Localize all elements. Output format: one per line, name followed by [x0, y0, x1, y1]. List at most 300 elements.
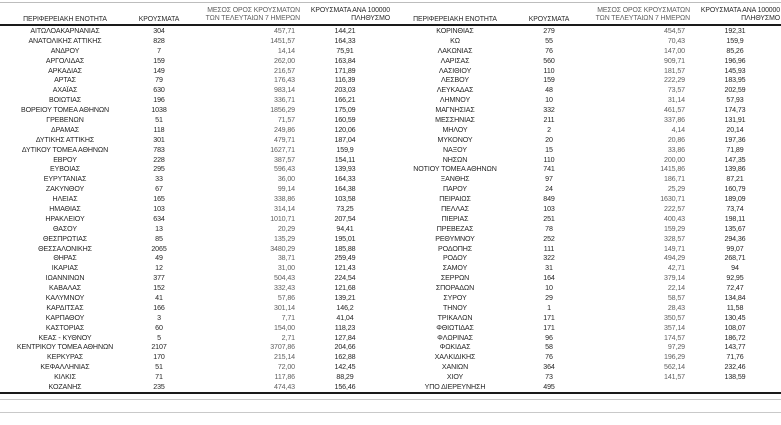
- per100k-value: 143,77: [724, 343, 746, 352]
- region-name: ΛΑΣΙΘΙΟΥ: [438, 66, 472, 75]
- table-row: [0, 323, 390, 333]
- per100k-value: 185,88: [334, 244, 356, 253]
- region-name: ΝΗΣΩΝ: [442, 155, 468, 164]
- avg7-value: 154,00: [274, 323, 295, 332]
- table-row: [0, 333, 390, 343]
- per100k-value: 85,26: [726, 46, 744, 55]
- avg7-value: 1627,71: [270, 145, 295, 154]
- avg7-value: 33,86: [667, 145, 685, 154]
- col-header-region: ΠΕΡΙΦΕΡΕΙΑΚΗ ΕΝΟΤΗΤΑ: [413, 16, 497, 23]
- table-header-left: [0, 3, 390, 26]
- avg7-value: 3480,29: [270, 244, 295, 253]
- avg7-value: 457,71: [274, 26, 295, 35]
- per100k-value: 147,35: [724, 155, 746, 164]
- cases-value: 2107: [151, 343, 167, 352]
- table-row: [0, 194, 390, 204]
- per100k-value: 92,95: [726, 274, 744, 283]
- table-row: [0, 362, 390, 372]
- region-name: ΠΑΡΟΥ: [442, 185, 467, 194]
- per100k-value: 139,21: [334, 293, 356, 302]
- avg7-value: 196,29: [664, 353, 685, 362]
- cases-value: 322: [543, 254, 555, 263]
- avg7-value: 141,57: [664, 373, 685, 382]
- cases-value: 33: [155, 175, 163, 184]
- cases-value: 103: [153, 204, 165, 213]
- cases-value: 85: [155, 234, 163, 243]
- table-row: [0, 184, 390, 194]
- per100k-value: 156,46: [334, 383, 356, 391]
- avg7-value: 504,43: [274, 274, 295, 283]
- region-name: ΣΠΟΡΑΔΩΝ: [435, 284, 475, 293]
- region-name: ΠΡΕΒΕΖΑΣ: [436, 224, 474, 233]
- avg7-value: 328,57: [664, 234, 685, 243]
- col-header-avg7-line2: ΤΩΝ ΤΕΛΕΥΤΑΙΩΝ 7 ΗΜΕΡΩΝ: [205, 14, 300, 22]
- bottom-rule-2: [0, 412, 781, 413]
- cases-value: 152: [153, 284, 165, 293]
- cases-value: 364: [543, 363, 555, 372]
- per100k-value: 130,45: [724, 313, 746, 322]
- avg7-value: 174,57: [664, 333, 685, 342]
- table-row: [390, 184, 781, 194]
- per100k-value: 195,01: [334, 234, 356, 243]
- table-row: [0, 46, 390, 56]
- cases-value: 111: [543, 244, 555, 253]
- cases-value: 196: [153, 96, 165, 105]
- cases-value: 630: [153, 86, 165, 95]
- table-row: [390, 234, 781, 244]
- per100k-value: 175,09: [334, 106, 356, 115]
- table-row: [390, 333, 781, 343]
- cases-value: 10: [545, 96, 553, 105]
- region-name: ΗΛΕΙΑΣ: [52, 195, 78, 204]
- region-name: ΠΙΕΡΙΑΣ: [441, 214, 469, 223]
- col-header-per100k-line1: ΚΡΟΥΣΜΑΤΑ ΑΝΑ 100000: [310, 6, 390, 14]
- per100k-value: 174,73: [724, 106, 746, 115]
- per100k-value: 87,21: [726, 175, 744, 184]
- avg7-value: 58,57: [667, 293, 685, 302]
- per100k-value: 99,07: [726, 244, 744, 253]
- table-row: [0, 214, 390, 224]
- region-name: ΒΟΙΩΤΙΑΣ: [49, 96, 81, 105]
- table-row: [390, 75, 781, 85]
- cases-value: 295: [153, 165, 165, 174]
- table-body-right: [390, 26, 781, 394]
- region-name: ΑΡΓΟΛΙΔΑΣ: [45, 56, 85, 65]
- avg7-value: 22,14: [667, 284, 685, 293]
- col-header-per100k: [300, 3, 390, 24]
- avg7-value: 73,57: [667, 86, 685, 95]
- region-name: ΕΒΡΟΥ: [53, 155, 77, 164]
- table-row: [390, 224, 781, 234]
- avg7-value: 20,86: [667, 135, 685, 144]
- table-row: [390, 66, 781, 76]
- table-row: [0, 85, 390, 95]
- table-row: [0, 95, 390, 105]
- per100k-value: 154,11: [334, 155, 356, 164]
- cases-value: 24: [545, 185, 553, 194]
- per100k-value: 207,54: [334, 214, 356, 223]
- per100k-value: 20,14: [726, 125, 744, 134]
- cases-value: 211: [543, 115, 555, 124]
- per100k-value: 94: [731, 264, 739, 273]
- avg7-value: 70,43: [667, 36, 685, 45]
- region-name: ΚΙΛΚΙΣ: [54, 373, 76, 382]
- avg7-value: 249,86: [274, 125, 295, 134]
- region-name: ΜΑΓΝΗΣΙΑΣ: [435, 106, 475, 115]
- avg7-value: 4,14: [671, 125, 685, 134]
- cases-value: 10: [545, 284, 553, 293]
- cases-value: 332: [543, 106, 555, 115]
- region-name: ΜΥΚΟΝΟΥ: [437, 135, 473, 144]
- cases-value: 560: [543, 56, 555, 65]
- per100k-value: 103,58: [334, 195, 356, 204]
- per100k-value: 139,86: [724, 165, 746, 174]
- cases-value: 828: [153, 36, 165, 45]
- table-row: [390, 164, 781, 174]
- per100k-value: 71,89: [726, 145, 744, 154]
- col-header-per100k-line1: ΚΡΟΥΣΜΑΤΑ ΑΝΑ 100000: [700, 6, 780, 14]
- table-row: [390, 155, 781, 165]
- per100k-value: 134,84: [724, 293, 746, 302]
- cases-value: 634: [153, 214, 165, 223]
- region-name: ΠΕΙΡΑΙΩΣ: [439, 195, 471, 204]
- per100k-value: 160,79: [724, 185, 746, 194]
- region-name: ΚΕΡΚΥΡΑΣ: [46, 353, 84, 362]
- per100k-value: 121,68: [334, 284, 356, 293]
- region-name: ΣΕΡΡΩΝ: [440, 274, 470, 283]
- table-row: [0, 36, 390, 46]
- region-name: ΑΡΤΑΣ: [54, 76, 76, 85]
- table-header-right: [390, 3, 781, 26]
- cases-value: 5: [157, 333, 161, 342]
- region-name: ΓΡΕΒΕΝΩΝ: [46, 115, 84, 124]
- region-name: ΧΑΛΚΙΔΙΚΗΣ: [434, 353, 476, 362]
- table-row: [0, 135, 390, 145]
- cases-value: 164: [543, 274, 555, 283]
- per100k-value: 204,66: [334, 343, 356, 352]
- avg7-value: 314,14: [274, 204, 295, 213]
- cases-value: 2065: [151, 244, 167, 253]
- region-name: ΚΕΝΤΡΙΚΟΥ ΤΟΜΕΑ ΑΘΗΝΩΝ: [16, 343, 114, 352]
- cases-value: 110: [543, 155, 555, 164]
- cases-value: 67: [155, 185, 163, 194]
- table-row: [0, 155, 390, 165]
- per100k-value: 73,25: [336, 204, 354, 213]
- cases-value: 96: [545, 333, 553, 342]
- region-name: ΚΑΛΥΜΝΟΥ: [45, 293, 85, 302]
- cases-value: 76: [545, 46, 553, 55]
- table-row: [390, 293, 781, 303]
- cases-value: 60: [155, 323, 163, 332]
- per100k-value: 108,07: [724, 323, 746, 332]
- region-name: ΤΡΙΚΑΛΩΝ: [437, 313, 473, 322]
- col-header-avg7: [188, 3, 300, 24]
- avg7-value: 147,00: [664, 46, 685, 55]
- per100k-value: 116,39: [334, 76, 356, 85]
- cases-value: 304: [153, 26, 165, 35]
- cases-value: 170: [153, 353, 165, 362]
- region-name: ΥΠΟ ΔΙΕΡΕΥΝΗΣΗ: [424, 383, 486, 391]
- cases-value: 78: [545, 224, 553, 233]
- region-name: ΚΟΡΙΝΘΙΑΣ: [436, 26, 474, 35]
- table-row: [390, 352, 781, 362]
- per100k-value: 203,03: [334, 86, 356, 95]
- table-row: [0, 125, 390, 135]
- table-row: [0, 115, 390, 125]
- avg7-value: 186,71: [664, 175, 685, 184]
- avg7-value: 454,57: [664, 26, 685, 35]
- per100k-value: 198,11: [724, 214, 746, 223]
- table-row: [0, 293, 390, 303]
- cases-value: 110: [543, 66, 555, 75]
- cases-value: 49: [155, 254, 163, 263]
- col-header-avg7-line1: ΜΕΣΟΣ ΟΡΟΣ ΚΡΟΥΣΜΑΤΩΝ: [597, 6, 690, 14]
- region-name: ΣΑΜΟΥ: [442, 264, 468, 273]
- avg7-value: 262,00: [274, 56, 295, 65]
- table-row: [390, 115, 781, 125]
- per100k-value: 94,41: [336, 224, 354, 233]
- region-name: ΦΘΙΩΤΙΔΑΣ: [436, 323, 474, 332]
- region-name: ΛΕΥΚΑΔΑΣ: [436, 86, 474, 95]
- region-name: ΛΗΜΝΟΥ: [439, 96, 471, 105]
- table-row: [390, 135, 781, 145]
- per100k-value: 139,93: [334, 165, 356, 174]
- per100k-value: 118,23: [334, 323, 356, 332]
- per100k-value: 72,47: [726, 284, 744, 293]
- cases-value: 20: [545, 135, 553, 144]
- avg7-value: 909,71: [664, 56, 685, 65]
- col-header-avg7-line1: ΜΕΣΟΣ ΟΡΟΣ ΚΡΟΥΣΜΑΤΩΝ: [207, 6, 300, 14]
- region-name: ΛΑΚΩΝΙΑΣ: [437, 46, 473, 55]
- region-name: ΘΕΣΣΑΛΟΝΙΚΗΣ: [38, 244, 92, 253]
- avg7-value: 474,43: [274, 383, 295, 391]
- region-name: ΖΑΚΥΝΘΟΥ: [45, 185, 85, 194]
- cases-value: 73: [545, 373, 553, 382]
- region-name: ΚΑΡΠΑΘΟΥ: [45, 313, 85, 322]
- avg7-value: 983,14: [274, 86, 295, 95]
- col-header-per100k: [690, 3, 780, 24]
- table-row: [390, 194, 781, 204]
- per100k-value: 71,76: [726, 353, 744, 362]
- per100k-value: 183,95: [724, 76, 746, 85]
- cases-value: 279: [543, 26, 555, 35]
- per100k-value: 164,33: [334, 36, 356, 45]
- cases-value: 76: [545, 353, 553, 362]
- per100k-value: 142,45: [334, 363, 356, 372]
- per100k-value: 159,9: [726, 36, 744, 45]
- avg7-value: 1856,29: [270, 106, 295, 115]
- table-row: [390, 204, 781, 214]
- table-row: [390, 362, 781, 372]
- avg7-value: 400,43: [664, 214, 685, 223]
- cases-value: 228: [153, 155, 165, 164]
- per100k-value: 189,09: [724, 195, 746, 204]
- per100k-value: 186,72: [724, 333, 746, 342]
- per100k-value: 57,93: [726, 96, 744, 105]
- avg7-value: 97,29: [667, 343, 685, 352]
- avg7-value: 479,71: [274, 135, 295, 144]
- table-row: [390, 283, 781, 293]
- cases-value: 118: [153, 125, 165, 134]
- table-row: [0, 283, 390, 293]
- table-row: [390, 244, 781, 254]
- col-header-cases: ΚΡΟΥΣΜΑΤΑ: [528, 16, 570, 23]
- per100k-value: 294,36: [724, 234, 746, 243]
- table-row: [0, 234, 390, 244]
- per100k-value: 164,38: [334, 185, 356, 194]
- per100k-value: 146,2: [336, 303, 354, 312]
- avg7-value: 14,14: [277, 46, 295, 55]
- cases-value: 48: [545, 86, 553, 95]
- per100k-value: 135,67: [724, 224, 746, 233]
- per100k-value: 259,49: [334, 254, 356, 263]
- top-rule: [0, 2, 781, 3]
- region-name: ΚΕΑΣ - ΚΥΘΝΟΥ: [38, 333, 92, 342]
- per100k-value: 196,96: [724, 56, 746, 65]
- cases-value: 51: [155, 363, 163, 372]
- per100k-value: 144,21: [334, 26, 356, 35]
- table-row: [0, 204, 390, 214]
- table-row: [0, 244, 390, 254]
- table-row: [390, 273, 781, 283]
- region-name: ΜΗΛΟΥ: [442, 125, 468, 134]
- avg7-value: 1010,71: [270, 214, 295, 223]
- per100k-value: 187,04: [334, 135, 356, 144]
- avg7-value: 176,43: [274, 76, 295, 85]
- per100k-value: 192,31: [724, 26, 746, 35]
- cases-value: 12: [155, 264, 163, 273]
- avg7-value: 1415,86: [660, 165, 685, 174]
- region-name: ΒΟΡΕΙΟΥ ΤΟΜΕΑ ΑΘΗΝΩΝ: [20, 106, 110, 115]
- avg7-value: 379,14: [664, 274, 685, 283]
- cases-value: 171: [543, 313, 555, 322]
- cases-value: 7: [157, 46, 161, 55]
- table-row: [0, 75, 390, 85]
- avg7-value: 117,86: [274, 373, 295, 382]
- avg7-value: 25,29: [667, 185, 685, 194]
- avg7-value: 337,86: [664, 115, 685, 124]
- avg7-value: 31,00: [277, 264, 295, 273]
- cases-value: 171: [543, 323, 555, 332]
- avg7-value: 387,57: [274, 155, 295, 164]
- cases-value: 252: [543, 234, 555, 243]
- region-name: ΛΑΡΙΣΑΣ: [440, 56, 470, 65]
- col-header-avg7: [578, 3, 690, 24]
- avg7-value: 159,29: [664, 224, 685, 233]
- cases-value: 1038: [151, 106, 167, 115]
- cases-value: 1: [547, 303, 551, 312]
- avg7-value: 3707,86: [270, 343, 295, 352]
- table-row: [0, 174, 390, 184]
- region-name: ΡΕΘΥΜΝΟΥ: [435, 234, 475, 243]
- avg7-value: 7,71: [281, 313, 295, 322]
- per100k-value: 131,91: [724, 115, 746, 124]
- region-name: ΙΚΑΡΙΑΣ: [51, 264, 79, 273]
- avg7-value: 200,00: [664, 155, 685, 164]
- per100k-value: 268,71: [724, 254, 746, 263]
- per100k-value: 11,58: [726, 303, 744, 312]
- region-name: ΕΥΡΥΤΑΝΙΑΣ: [43, 175, 87, 184]
- region-name: ΘΑΣΟΥ: [53, 224, 77, 233]
- table-row: [0, 105, 390, 115]
- cases-value: 71: [155, 373, 163, 382]
- cases-value: 377: [153, 274, 165, 283]
- region-name: ΡΟΔΟΥ: [442, 254, 468, 263]
- region-name: ΚΟΖΑΝΗΣ: [48, 383, 82, 391]
- cases-value: 51: [155, 115, 163, 124]
- table-row: [390, 214, 781, 224]
- per100k-value: 232,46: [724, 363, 746, 372]
- region-name: ΜΕΣΣΗΝΙΑΣ: [435, 115, 475, 124]
- region-name: ΑΙΤΩΛΟΑΚΑΡΝΑΝΙΑΣ: [30, 26, 100, 35]
- avg7-value: 301,14: [274, 303, 295, 312]
- table-row: [390, 145, 781, 155]
- per100k-value: 88,29: [336, 373, 354, 382]
- table-row: [390, 26, 781, 36]
- cases-value: 166: [153, 303, 165, 312]
- per100k-value: 75,91: [336, 46, 354, 55]
- table-row: [390, 46, 781, 56]
- region-name: ΤΗΝΟΥ: [443, 303, 467, 312]
- avg7-value: 216,57: [274, 66, 295, 75]
- cases-value: 97: [545, 175, 553, 184]
- bottom-rule-1: [0, 399, 781, 400]
- region-name: ΡΟΔΟΠΗΣ: [438, 244, 472, 253]
- region-name: ΣΥΡΟΥ: [443, 293, 467, 302]
- region-name: ΧΑΝΙΩΝ: [441, 363, 469, 372]
- region-name: ΚΑΡΔΙΤΣΑΣ: [46, 303, 84, 312]
- per100k-value: 159,9: [336, 145, 354, 154]
- table-row: [0, 164, 390, 174]
- avg7-value: 2,71: [281, 333, 295, 342]
- table-row: [0, 26, 390, 36]
- per100k-value: 127,84: [334, 333, 356, 342]
- avg7-value: 20,29: [277, 224, 295, 233]
- region-name: ΘΕΣΠΡΩΤΙΑΣ: [42, 234, 87, 243]
- region-name: ΚΕΦΑΛΛΗΝΙΑΣ: [40, 363, 90, 372]
- table-row: [390, 313, 781, 323]
- avg7-value: 461,57: [664, 106, 685, 115]
- regional-table-right: [390, 3, 781, 394]
- per100k-value: 164,33: [334, 175, 356, 184]
- avg7-value: 57,86: [277, 293, 295, 302]
- per100k-value: 41,04: [336, 313, 354, 322]
- table-row: [0, 372, 390, 382]
- per100k-value: 224,54: [334, 274, 356, 283]
- region-name: ΔΥΤΙΚΗΣ ΑΤΤΙΚΗΣ: [35, 135, 95, 144]
- avg7-value: 332,43: [274, 284, 295, 293]
- table-row: [390, 323, 781, 333]
- table-row: [0, 352, 390, 362]
- table-row: [0, 343, 390, 353]
- avg7-value: 31,14: [667, 96, 685, 105]
- regional-table-left: [0, 3, 390, 394]
- region-name: ΗΡΑΚΛΕΙΟΥ: [45, 214, 85, 223]
- cases-value: 251: [543, 214, 555, 223]
- region-name: ΑΡΚΑΔΙΑΣ: [48, 66, 82, 75]
- region-name: ΦΛΩΡΙΝΑΣ: [437, 333, 473, 342]
- avg7-value: 596,43: [274, 165, 295, 174]
- cases-value: 783: [153, 145, 165, 154]
- table-row: [390, 372, 781, 382]
- table-row: [390, 95, 781, 105]
- avg7-value: 28,43: [667, 303, 685, 312]
- table-row: [0, 273, 390, 283]
- cases-value: 79: [155, 76, 163, 85]
- region-name: ΙΩΑΝΝΙΝΩΝ: [45, 274, 85, 283]
- per100k-value: 120,06: [334, 125, 356, 134]
- table-row: [390, 56, 781, 66]
